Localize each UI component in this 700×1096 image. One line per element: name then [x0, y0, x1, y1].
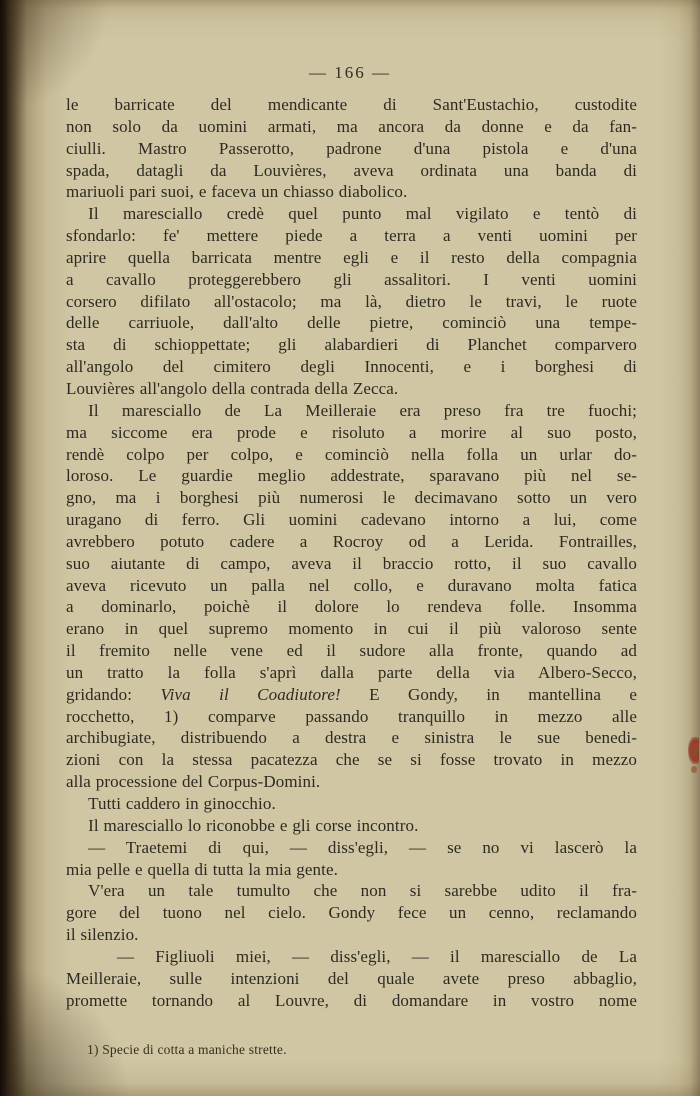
text-segment: — Traetemi di qui, — diss'egli, — se no vi lascerò la [88, 837, 637, 857]
text-line [66, 968, 637, 990]
text-line [66, 509, 637, 531]
text-segment: Il maresciallo de La Meilleraie era preso fra tre fuochi; [88, 400, 637, 420]
text-line [66, 771, 637, 793]
text-segment: a cavallo proteggerebbero gli assalitori. I venti uomini [66, 269, 637, 289]
text-line [66, 575, 637, 597]
text-line [66, 706, 637, 728]
text-segment: Il maresciallo lo riconobbe e gli corse incontro. [88, 815, 419, 835]
text-line [66, 116, 637, 138]
text-segment: E Gondy, in mantellina e [340, 684, 638, 704]
text-line [66, 356, 637, 378]
text-line [66, 181, 637, 203]
text-line [66, 422, 637, 444]
text-segment: corsero difilato all'ostacolo; ma là, dietro le travi, le ruote [66, 291, 637, 311]
text-segment: all'angolo del cimitero degli Innocenti, e i borghesi di [66, 357, 637, 377]
text-segment: a dominarlo, poichè il dolore lo rendeva folle. Insomma [66, 597, 637, 617]
body-text [66, 94, 637, 1011]
text-line [66, 203, 637, 225]
text-line [66, 815, 637, 837]
text-segment: Il maresciallo credè quel punto mal vigilato e tentò di [88, 204, 637, 224]
text-segment: rendè colpo per colpo, e cominciò nella folla un urlar do- [66, 444, 637, 464]
text-line [66, 618, 637, 640]
paragraph [66, 400, 637, 793]
text-line [66, 990, 637, 1012]
text-line [66, 291, 637, 313]
text-segment: V'era un tale tumulto che non si sarebbe udito il fra- [88, 881, 637, 901]
text-segment: zioni con la stessa pacatezza che se si fosse trovato in mezzo [66, 750, 637, 770]
text-segment: promette tornando al Louvre, di domandare in vostro nome [66, 990, 637, 1010]
text-segment: mia pelle e quella di tutta la mia gente. [66, 859, 338, 879]
text-line [66, 269, 637, 291]
text-line [66, 444, 637, 466]
text-segment: ma siccome era prode e risoluto a morire al suo posto, [66, 422, 637, 442]
text-line [66, 793, 637, 815]
text-line [66, 924, 637, 946]
text-segment: loroso. Le guardie meglio addestrate, sparavano più nel se- [66, 466, 637, 486]
text-segment: sfondarlo: fe' mettere piede a terra a venti uomini per [66, 226, 637, 246]
red-ink-dot [691, 766, 697, 773]
text-line [66, 378, 637, 400]
paragraph [66, 946, 637, 1012]
paragraph [66, 880, 637, 946]
text-segment: aprire quella barricata mentre egli e il resto della compagnia [66, 247, 637, 267]
text-segment: gore del tuono nel cielo. Gondy fece un cenno, reclamando [66, 903, 637, 923]
paragraph [66, 815, 637, 837]
text-line [66, 465, 637, 487]
text-segment: Tutti caddero in ginocchio. [88, 794, 276, 813]
text-segment: gno, ma i borghesi più numerosi le decimavano sotto un vero [66, 488, 637, 508]
text-segment: Louvières all'angolo della contrada della Zecca. [66, 378, 399, 398]
text-segment: alla processione del Corpus-Domini. [66, 772, 321, 792]
text-segment: le barricate del mendicante di Sant'Eustachio, custodite [66, 95, 637, 114]
page-number: — 166 — [309, 63, 391, 82]
text-segment: archibugiate, distribuendo a destra e sinistra le sue benedi- [66, 728, 637, 748]
text-segment: rocchetto, 1) comparve passando tranquillo in mezzo alle [66, 706, 637, 726]
text-segment: Meilleraie, sulle intenzioni del quale avete preso abbaglio, [66, 968, 637, 988]
text-line [66, 749, 637, 771]
text-line [66, 247, 637, 269]
text-segment: uragano di ferro. Gli uomini cadevano intorno a lui, come [66, 510, 637, 530]
text-line [66, 225, 637, 247]
text-line [66, 902, 637, 924]
text-line [66, 596, 637, 618]
paragraph [66, 837, 637, 881]
text-segment: — Figliuoli miei, — diss'egli, — il maresciallo de La [117, 946, 637, 966]
text-line [66, 553, 637, 575]
text-line [66, 684, 637, 706]
text-segment: sta di schioppettate; gli alabardieri di Planchet comparvero [66, 335, 637, 355]
text-line [66, 946, 637, 968]
text-line [66, 640, 637, 662]
paragraph [66, 793, 637, 815]
text-line [66, 160, 637, 182]
italic-text-segment: Viva il Coadiutore! [160, 684, 341, 704]
text-segment: spada, datagli da Louvières, aveva ordinata una banda di [66, 160, 637, 180]
text-segment: mariuoli pari suoi, e faceva un chiasso diabolico. [66, 182, 408, 202]
red-ink-stain [688, 737, 699, 764]
text-segment: ciulli. Mastro Passerotto, padrone d'una pistola e d'una [66, 138, 637, 158]
text-line [66, 837, 637, 859]
text-segment: suo aiutante di campo, aveva il braccio rotto, il suo cavallo [66, 553, 637, 573]
text-line [66, 334, 637, 356]
text-segment: gridando: [66, 684, 161, 704]
footnote: 1) Specie di cotta a maniche strette. [87, 1042, 287, 1057]
text-line [66, 312, 637, 334]
paragraph [66, 203, 637, 400]
text-segment: un tratto la folla s'aprì dalla parte della via Albero-Secco, [66, 662, 637, 682]
text-line [66, 400, 637, 422]
text-segment: il fremito nelle vene ed il sudore alla fronte, quando ad [66, 641, 637, 661]
text-segment: aveva ricevuto un palla nel collo, e duravano molta fatica [66, 575, 637, 595]
text-line [66, 727, 637, 749]
text-line [66, 138, 637, 160]
text-segment: avrebbero potuto cadere a Rocroy od a Lerida. Fontrailles, [66, 531, 637, 551]
text-line [66, 880, 637, 902]
text-segment: non solo da uomini armati, ma ancora da donne e da fan- [66, 116, 637, 136]
text-segment: erano in quel supremo momento in cui il più valoroso sente [66, 619, 637, 639]
text-line [66, 487, 637, 509]
text-line [66, 531, 637, 553]
text-line [66, 859, 637, 881]
text-segment: il silenzio. [66, 925, 139, 945]
text-line [66, 662, 637, 684]
paragraph [66, 94, 637, 203]
text-line [66, 94, 637, 116]
text-segment: delle carriuole, dall'alto delle pietre, cominciò una tempe- [66, 313, 637, 333]
